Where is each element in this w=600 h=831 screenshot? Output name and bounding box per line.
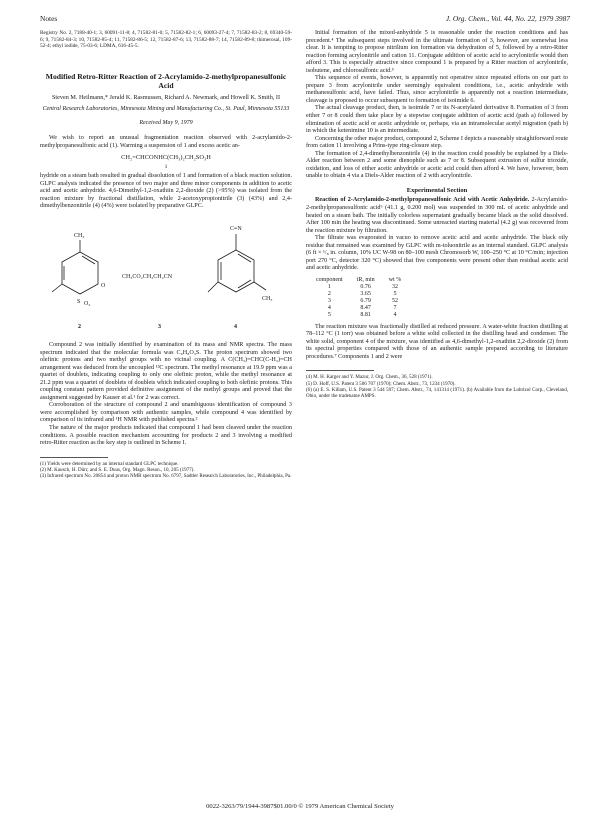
structure-4-label: 4 <box>234 323 237 330</box>
table-header: wt % <box>388 276 402 283</box>
structure-2-s: S <box>77 298 81 305</box>
compound-1-label: 1 <box>164 163 168 170</box>
right-column <box>306 30 568 399</box>
structure-4-nitrile: C≡N <box>230 225 242 232</box>
table-cell: 4 <box>393 312 397 319</box>
paragraph-diels-alder: The formation of 2,4-dimethylbenzonitrile (4) in the reaction could possibly be explained by a Diels-Alder reaction between 2 and some dienophile such as 7 or 8. Subsequent extrusion of sulfur trioxide, oxidation, and loss of either acetic anhydride or acetic acid could then afford 4. We have, however, been unable to obtain 4 via a Diels-Alder reaction of 2 with acrylonitrile. <box>306 150 568 180</box>
left-column <box>40 30 292 480</box>
footnote: (1) Yields were determined by an internal standard GLPC technique. <box>40 460 179 467</box>
footnote: (6) (a) E. S. Killam, U.S. Patent 3 544 597; Chem. Abstr., 74, 141314 (1971). (b) Available from the Lubrizol Corp., Cleveland, Ohio, under the tradename AMPS. <box>306 386 568 400</box>
components-table <box>316 277 415 320</box>
structures-figure <box>40 214 292 336</box>
paragraph-identification: Compound 2 was initially identified by examination of its mass and NMR spectra. The mass spectrum indicated that the molecular formula was C₆H₈O₃S. The proton spectrum showed two olefinic protons and two methyl groups with no vicinal coupling. A C(CH₃)=CHC(C-H₃)=CH arrangement was deduced from the uncoupled ¹³C spectrum. The methyl resonance at 19.9 ppm was a quartet of doublets, indicating coupling to only one olefinic proton, while the methyl resonance at 21.2 ppm was a quartet of doublets of doublets which indicated coupling to both olefinic protons. This coupling constant pattern provided definitive assignment of the methyl groups and proved that the assignment suggested by Kauser et al.¹ for 2 was correct. <box>40 341 292 401</box>
experimental-subheading: Reaction of 2-Acrylamido-2-methylpropanesulfonic Acid with Acetic Anhydride. <box>315 197 530 204</box>
table-row <box>316 291 415 298</box>
structure-2-label: 2 <box>78 323 81 330</box>
paragraph-compound-2: Concerning the other major product, compound 2, Scheme I depicts a reasonably straightforward route from cation 11 involving a Prins-type ring-closure step. <box>306 135 568 150</box>
table-cell: 0.76 <box>360 284 371 291</box>
table-cell: 3.65 <box>360 291 371 298</box>
experimental-heading: Experimental Section <box>406 186 468 194</box>
table-cell: 8.47 <box>360 305 371 312</box>
registry-numbers: Registry No. 2, 7188-40-1; 3, 60091-11-8; 4, 71582-81-0; 5, 71582-82-1; 6, 60093-27-4; 7, 71582-83-2; 8, 69340-59-6; 9, 71582-84-3; 10, 71582-85-4; 11, 71582-86-5; 12, 71582-87-6; 13, 71582-88-7; 14, 71582-89-8; thimerosal, 109-52-4; ethyl iodide, 75-03-6; LDMA, 616-45-5. <box>40 30 292 49</box>
paragraph-corroboration: Corroboration of the structure of compound 2 and unambiguous identification of compound 3 were accomplished by comparison with authentic samples, while compound 4 was identified by comparison of its infrared and ¹H NMR with published spectra.² <box>40 402 292 424</box>
paragraph-intro: We wish to report an unusual fragmentation reaction observed with 2-acrylamido-2-methylpropanesulfonic acid (1). Warming a suspension of 1 and excess acetic an- <box>40 135 292 149</box>
paragraph-experimental <box>306 197 568 235</box>
table-header-row <box>316 277 415 284</box>
chemical-structures <box>40 214 292 336</box>
structure-3-label: 3 <box>158 323 161 330</box>
footnote: (2) M. Kausch, H. Dürr, and S. E. Duus, Org. Magn. Reson., 10, 205 (1977). <box>40 466 195 473</box>
footnote: (3) Infrared spectrum No. 20854 and proton NMR spectrum No. 6797, Sadtler Research Laboratories, Inc., Philadelphia, Pa. <box>40 473 292 480</box>
article-affiliation: Central Research Laboratories, Minnesota Mining and Manufacturing Co., St. Paul, Minnesota 55133 <box>42 106 290 113</box>
paragraph-glpc: The filtrate was evaporated in vacuo to remove acetic acid and acetic anhydride. The black oily residue that remained was examined by GLPC with m-toluonitrile as an internal standard. GLPC analysis (6 ft × ¹/₈ in. column, 10% UC W-98 on 80–100 mesh Chromosorb W, 100–250 °C at 10 °C/min; injection port 270 °C, detector 320 °C) showed that five components were present other than residual acetic acid and acetic anhydride. <box>306 235 568 272</box>
table-cell: 32 <box>391 284 398 291</box>
structure-2-methyl: CH₃ <box>74 232 85 239</box>
table-row <box>316 312 415 319</box>
article-title: Modified Retro-Ritter Reaction of 2-Acrylamido-2-methylpropanesulfonic Acid <box>45 71 287 90</box>
table-row <box>316 284 415 291</box>
structure-2-o2: O₂ <box>84 300 91 307</box>
table-cell: 4 <box>327 305 331 312</box>
running-header-left: Notes <box>40 14 58 23</box>
table-row <box>316 305 415 312</box>
footnote: (5) D. Hoff, U.S. Patent 3 506 707 (1970); Chem. Abstr., 73, 1234 (1970). <box>306 380 456 387</box>
table-cell: 5 <box>393 291 397 298</box>
paragraph-mechanism: The nature of the major products indicated that compound 1 had been cleaved under the reaction conditions. A possible reaction mechanism accounting for products 2 and 3 involving a modified retro-Ritter reaction as the key step is outlined in Scheme I. <box>40 425 292 447</box>
table-cell: 7 <box>393 305 397 312</box>
copyright-footer: 0022-3263/79/1944-3987$01.00/0 © 1979 American Chemical Society <box>206 803 394 810</box>
structure-4 <box>208 234 266 292</box>
received-date: Received May 9, 1979 <box>139 119 193 126</box>
footnote: (4) M. H. Karger and Y. Mazur, J. Org. Chem., 36, 528 (1971). <box>306 374 433 381</box>
running-header-right: J. Org. Chem., Vol. 44, No. 22, 1979 3987 <box>445 14 570 23</box>
experimental-text: 2-Acrylamido-2-methylpropanesulfonic acid⁶ (41.1 g, 0.200 mol) was suspended in 300 mL of acetic anhydride and heated on a steam bath. The initially colorless supernatant gradually became black as the solid dissolved. After 100 min the heating was discontinued. Some unreacted starting material (4.2 g) was recovered from the reaction mixture by filtration. <box>306 197 568 234</box>
table-cell: 2 <box>327 291 331 298</box>
paragraph-distillation: The reaction mixture was fractionally distilled at reduced pressure. A water-white fraction distilling at 78–112 °C (1 torr) was obtained before a white solid collected in the distilling head and condenser. The white solid, component 4 of the mixture, was identified as 4,6-dimethyl-1,2-oxathiin 2,2-dioxide (2) from its spectral properties compared with those of an authentic sample prepared according to literature procedures.⁷ Components 1 and 2 were <box>306 323 568 360</box>
table-cell: 52 <box>391 298 398 305</box>
structure-3-formula: CH₃CO₂CH₂CH₂CN <box>122 273 173 280</box>
structure-2-o: O <box>101 282 106 289</box>
table-cell: 8.81 <box>360 312 371 319</box>
table-row <box>316 298 415 305</box>
compound-1-formula: CH₂=CHCONHC(CH₃)₂CH₂SO₃H <box>121 154 211 162</box>
structure-4-methyl: CH₃ <box>262 295 273 302</box>
table-header: tR, min <box>356 276 375 283</box>
footnote-rule <box>306 370 374 371</box>
table-header: component <box>316 276 343 283</box>
footnote-rule <box>40 457 108 458</box>
table-cell: 5 <box>327 312 331 319</box>
paragraph-products: hydride on a steam bath resulted in gradual dissolution of 1 and formation of a black reaction solution. GLPC analysis indicated the presence of two major and three minor components in addition to acetic acid and acetic anhydride. 4,6-Dimethyl-1,2-oxathiin 2,2-dioxide (2) (>95%) was isolated from the reaction mixture by fractional distillation, while 2-acetoxypropionitrile (3) (43%) and 2,4-dimethylbenzonitrile (4) (4%) were isolated by preparative GLPC. <box>40 173 292 210</box>
table-cell: 1 <box>327 284 331 291</box>
paragraph-cleavage: The actual cleavage product, then, is isoimide 7 or its N-acetylated derivative 8. Formation of 3 from either 7 or 8 could then take place by a stepwise conjugate addition of acetic acid (path a) followed by elimination of acetic acid or acetic anhydride or, perhaps, via an intramolecular acetyl migration (path b) in which the ketenimine 10 is an intermediate. <box>306 105 568 135</box>
paragraph-mixed-anhydride: Initial formation of the mixed-anhydride 5 is reasonable under the reaction conditions and has precedent.⁴ The subsequent steps involved in the ultimate formation of 3, however, are somewhat less clear. It is tempting to propose nitrilium ion formation via dehydration of 5, followed by a retro-Ritter reaction forming acrylonitrile and cation 11. Conjugate addition of acetic acid to acrylonitrile would then afford 3. This is especially attractive since compound 1 is prepared by a Ritter reaction of acrylonitrile, isobutene, and chlorosulfonic acid.⁵ <box>306 30 568 74</box>
structure-2 <box>52 240 98 294</box>
paragraph-sequence: This sequence of events, however, is apparently not operative since repeated efforts on our part to prepare 3 from acrylonitrile under seemingly equivalent conditions, i.e., acetic anhydride with methanesulfonic acid, have failed. Thus, since acrylonitrile is apparently not a reaction intermediate, cleavage is proposed to occur subsequent to formation of isoimide 6. <box>306 75 568 104</box>
table-cell: 3 <box>327 298 331 305</box>
table-cell: 6.79 <box>360 298 371 305</box>
article-authors: Steven M. Heilmann,* Jerald K. Rasmussen, Richard A. Newmark, and Howell K. Smith, II <box>51 93 281 101</box>
